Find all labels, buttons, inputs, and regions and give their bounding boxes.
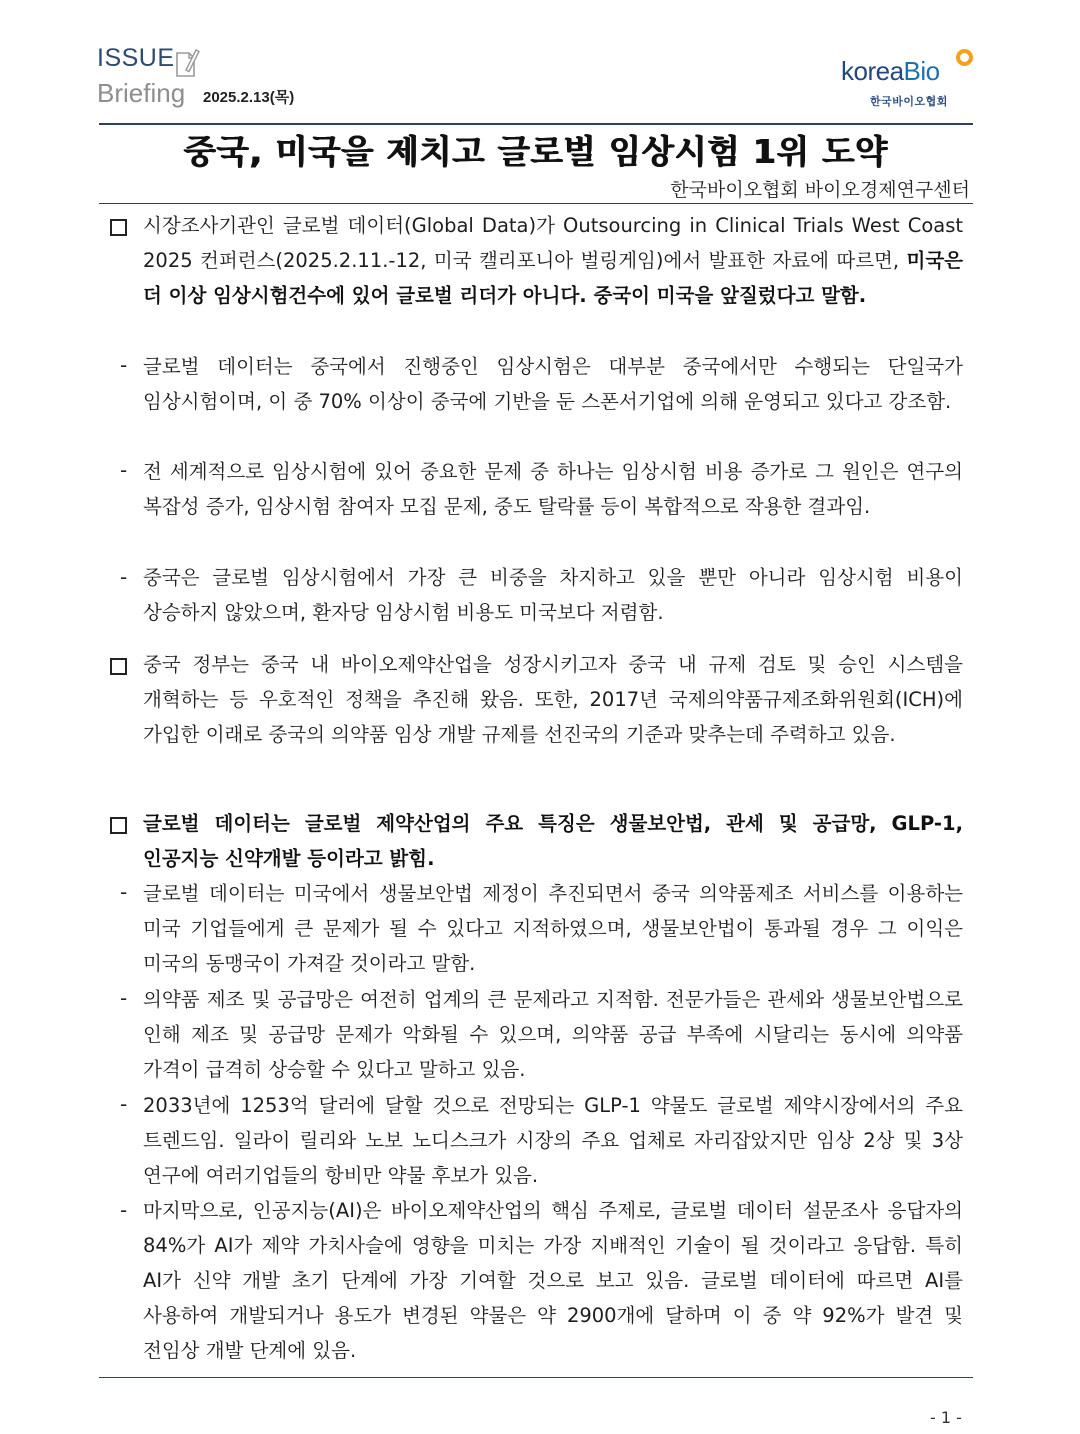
bullet-dash: - bbox=[120, 986, 128, 1010]
logo-circle-icon bbox=[956, 49, 973, 66]
bullet-dash: - bbox=[120, 880, 128, 904]
bullet-dash: - bbox=[120, 458, 128, 482]
section-3-main bbox=[143, 806, 963, 876]
section-1-main-text: 시장조사기관인 글로벌 데이터(Global Data)가 Outsourcing in Clinical Trials West Coast 2025 컨퍼런스(2025.2.11.-12, 미국 캘리포니아 벌링게임)에서 발표한 자료에 따르면, bbox=[143, 214, 963, 272]
page-title: 중국, 미국을 제치고 글로벌 임상시험 1위 도약 bbox=[183, 132, 889, 171]
section-3-bullet-4: 마지막으로, 인공지능(AI)은 바이오제약산업의 핵심 주제로, 글로벌 데이터 설문조사 응답자의 84%가 AI가 제약 가치사슬에 영향을 미치는 가장 지배적인 기술이 될 것이라고 응답함. 특히 AI가 신약 개발 초기 단계에 가장 기여할 것으로 보고 있음. 글로벌 데이터에 따르면 AI를 사용하여 개발되거나 용도가 변경된 약물은 약 2900개에 달하며 이 중 약 92%가 발견 및 전임상 개발 단계에 있음. bbox=[143, 1199, 963, 1362]
section-1-bullet-3: 중국은 글로벌 임상시험에서 가장 큰 비중을 차지하고 있을 뿐만 아니라 임상시험 비용이 상승하지 않았으며, 환자당 임상시험 비용도 미국보다 저렴함. bbox=[143, 566, 963, 624]
bullet-dash: - bbox=[120, 353, 128, 377]
logo-subtext: 한국바이오협회 bbox=[870, 95, 948, 108]
section-2-main: 중국 정부는 중국 내 바이오제약산업을 성장시키고자 중국 내 규제 검토 및 승인 시스템을 개혁하는 등 우호적인 정책을 추진해 왔음. 또한, 2017년 국제의약품규제조화위원회(ICH)에 가입한 이래로 중국의 의약품 임상 개발 규제를 선진국의 기준과 맞추는데 주력하고 있음. bbox=[143, 653, 963, 746]
checkbox-icon bbox=[110, 658, 127, 675]
bullet-dash: - bbox=[120, 565, 128, 589]
issue-label: ISSUE bbox=[97, 44, 175, 72]
section-3-bullet-3: 2033년에 1253억 달러에 달할 것으로 전망되는 GLP-1 약물도 글로벌 제약시장에서의 주요 트렌드임. 일라이 릴리와 노보 노디스크가 시장의 주요 업체로 자리잡았지만 임상 2상 및 3상 연구에 여러기업들의 항비만 약물 후보가 있음. bbox=[143, 1094, 963, 1187]
note-icon bbox=[174, 46, 200, 82]
page-number: - 1 - bbox=[930, 1408, 962, 1427]
section-3-bullet-1: 글로벌 데이터는 미국에서 생물보안법 제정이 추진되면서 중국 의약품제조 서비스를 이용하는 미국 기업들에게 큰 문제가 될 수 있다고 지적하였으며, 생물보안법이 통과될 경우 그 이익은 미국의 동맹국이 가져갈 것이라고 말함. bbox=[143, 882, 963, 975]
section-1-bullet-1: 글로벌 데이터는 중국에서 진행중인 임상시험은 대부분 중국에서만 수행되는 단일국가 임상시험이며, 이 중 70% 이상이 중국에 기반을 둔 스폰서기업에 의해 운영되고 있다고 강조함. bbox=[143, 355, 963, 413]
footer-divider bbox=[99, 1377, 973, 1378]
section-3-main-bold: 글로벌 데이터는 글로벌 제약산업의 주요 특징은 생물보안법, 관세 및 공급망, GLP-1, 인공지능 신약개발 등이라고 밝힘. bbox=[143, 812, 963, 870]
header-divider bbox=[99, 123, 973, 125]
section-1-main-bold: 미국은 더 이상 임상시험건수에 있어 글로벌 리더가 아니다. 중국이 미국을 앞질렀다고 말함. bbox=[143, 249, 963, 307]
organization-name: 한국바이오협회 바이오경제연구센터 bbox=[670, 179, 970, 201]
title-divider bbox=[99, 203, 973, 204]
logo-text-korea: korea bbox=[841, 56, 904, 86]
section-1-bullet-2: 전 세계적으로 임상시험에 있어 중요한 문제 중 하나는 임상시험 비용 증가로 그 원인은 연구의 복잡성 증가, 임상시험 참여자 모집 문제, 중도 탈락률 등이 복합적으로 작용한 결과임. bbox=[143, 460, 963, 518]
checkbox-icon bbox=[110, 219, 127, 236]
bullet-dash: - bbox=[120, 1092, 128, 1116]
section-1-main bbox=[143, 208, 963, 313]
logo-text-bio: Bio bbox=[903, 56, 940, 86]
issue-date: 2025.2.13(목) bbox=[203, 89, 295, 106]
checkbox-icon bbox=[110, 817, 127, 834]
bullet-dash: - bbox=[120, 1198, 128, 1222]
korea-bio-logo bbox=[838, 46, 978, 116]
section-3-bullet-2: 의약품 제조 및 공급망은 여전히 업계의 큰 문제라고 지적함. 전문가들은 관세와 생물보안법으로 인해 제조 및 공급망 문제가 악화될 수 있으며, 의약품 공급 부족에 시달리는 동시에 의약품 가격이 급격히 상승할 수 있다고 말하고 있음. bbox=[143, 988, 963, 1081]
briefing-label: Briefing bbox=[97, 78, 186, 108]
